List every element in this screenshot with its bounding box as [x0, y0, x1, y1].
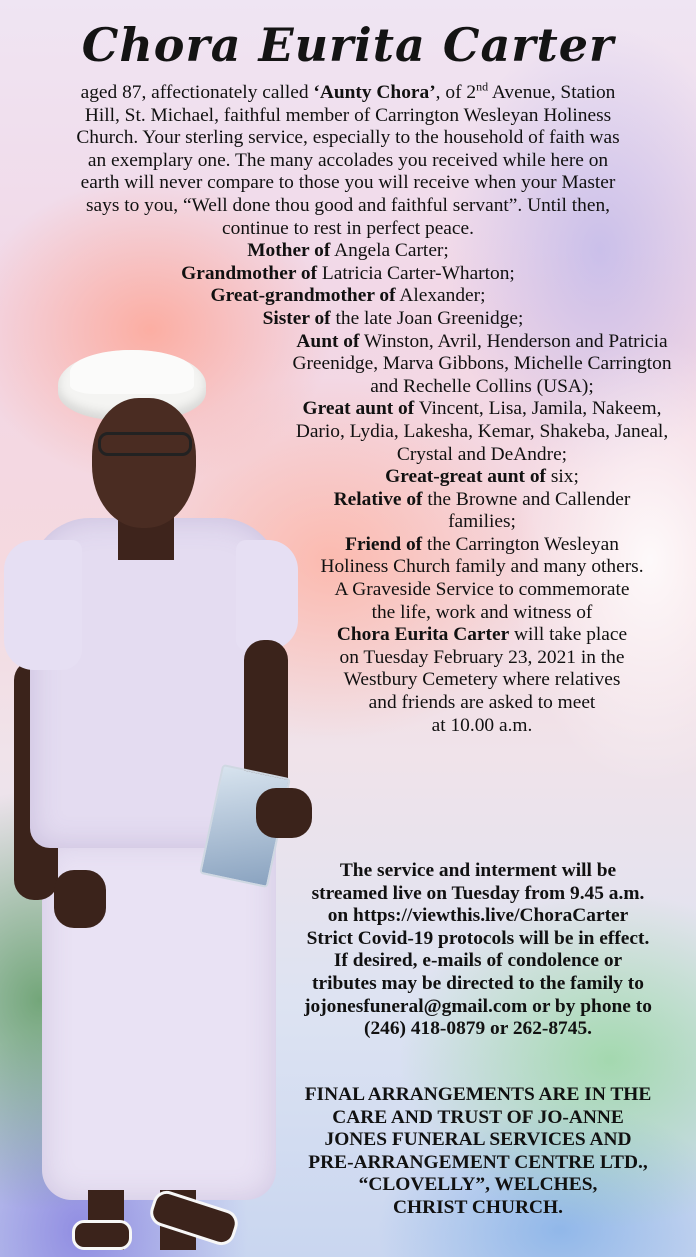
streaming-and-contact-notices: [268, 860, 688, 1041]
service-line: at 10.00 a.m.: [431, 714, 533, 736]
relation-line: Great aunt of Vincent, Lisa, Jamila, Nakeem,: [302, 398, 662, 420]
intro-line: aged 87, affectionately called ‘Aunty Chora’, of 2nd Avenue, Station: [80, 79, 616, 103]
service-line: on Tuesday February 23, 2021 in the: [339, 646, 625, 668]
relation-line: Sister of the late Joan Greenidge;: [262, 307, 524, 329]
arrangement-line: “CLOVELLY”, WELCHES,: [358, 1174, 598, 1196]
sandal: [72, 1220, 132, 1250]
arrangement-line: PRE-ARRANGEMENT CENTRE LTD.,: [308, 1151, 648, 1173]
notice-line: If desired, e-mails of condolence or: [333, 950, 623, 972]
intro-line: says to you, “Well done thou good and faithful servant”. Until then,: [85, 194, 611, 216]
relation-line: Relative of the Browne and Callender: [333, 488, 631, 510]
obituary-body: aged 87, affectionately called ‘Aunty Chora’, of 2nd Avenue, Station Hill, St. Michael, faithful member of Carrington Wesleyan Holiness Church. Your sterling service, especially to the household of faith was an exemplary one. The many accolades you received while here on earth will never compare to those you will receive when your Master says to you, “Well done thou good and faithful servant”. Until then, continue to rest in perfect peace. Mother of Angela Carter; Grandmother of Latricia Carter-Wharton; Great-grandmother of Alexander; Sister of the late Joan Greenidge; Aunt of Winston, Avril, Henderson and Patricia Greenidge, Marva Gibbons, Michelle Carrington and Rechelle Collins (USA); Great aunt of Vincent, Lisa, Jamila, Nakeem, Dario, Lydia, Lakesha, Kemar, Shakeba, Janeal, Crystal and DeAndre; Great-great aunt of six; Relative of the Browne and Callender families; Friend of the Carrington Wesleyan Holiness Church family and many others. A Graveside Service to commemorate the life, work and witness of Chora Eurita Carter will take place on Tuesday February 23, 2021 in the Westbury Cemetery where relatives and friends are asked to meet at 10.00 a.m.: [14, 82, 682, 737]
service-line: A Graveside Service to commemorate: [334, 579, 630, 601]
notice-line: tributes may be directed to the family to: [312, 972, 644, 994]
arrangement-line: CARE AND TRUST OF JO-ANNE: [332, 1106, 624, 1128]
relation-line: Mother of Angela Carter;: [247, 240, 449, 262]
relation-line: Grandmother of Latricia Carter-Wharton;: [181, 262, 515, 284]
notice-line: The service and interment will be: [339, 860, 617, 881]
service-line: the life, work and witness of: [371, 601, 593, 623]
relation-line: Great-grandmother of Alexander;: [210, 285, 486, 307]
relation-line: Aunt of Winston, Avril, Henderson and Patricia: [296, 330, 668, 352]
service-line: Westbury Cemetery where relatives: [343, 669, 621, 691]
hand: [54, 870, 106, 928]
service-line: and friends are asked to meet: [368, 692, 596, 714]
relation-line: Great-great aunt of six;: [385, 466, 579, 488]
intro-line: earth will never compare to those you will receive when your Master: [80, 172, 616, 194]
stream-link: on https://viewthis.live/ChoraCarter: [327, 905, 629, 927]
notice-line: streamed live on Tuesday from 9.45 a.m.: [311, 882, 645, 904]
intro-line: Church. Your sterling service, especially to the household of faith was: [76, 127, 620, 149]
deceased-name-title: Chora Eurita Carter: [81, 18, 615, 72]
relation-line: Friend of the Carrington Wesleyan: [345, 533, 619, 555]
intro-line: an exemplary one. The many accolades you received while here on: [87, 149, 609, 171]
intro-line: continue to rest in perfect peace.: [222, 217, 474, 239]
notice-line: Strict Covid-19 protocols will be in effect.: [306, 927, 650, 949]
hand: [256, 788, 312, 838]
nickname: ‘Aunty Chora’: [313, 82, 436, 103]
arrangement-line: FINAL ARRANGEMENTS ARE IN THE: [304, 1084, 652, 1105]
phone-numbers: (246) 418-0879 or 262-8745.: [364, 1018, 592, 1040]
arrangement-line: CHRIST CHURCH.: [393, 1196, 563, 1218]
funeral-home-arrangements: [268, 1084, 688, 1220]
arrangement-line: JONES FUNERAL SERVICES AND: [324, 1129, 632, 1151]
intro-line: Hill, St. Michael, faithful member of Carrington Wesleyan Holiness: [84, 104, 612, 126]
email-address: jojonesfuneral@gmail.com or by phone to: [304, 995, 652, 1017]
service-line: Chora Eurita Carter will take place: [336, 624, 628, 646]
